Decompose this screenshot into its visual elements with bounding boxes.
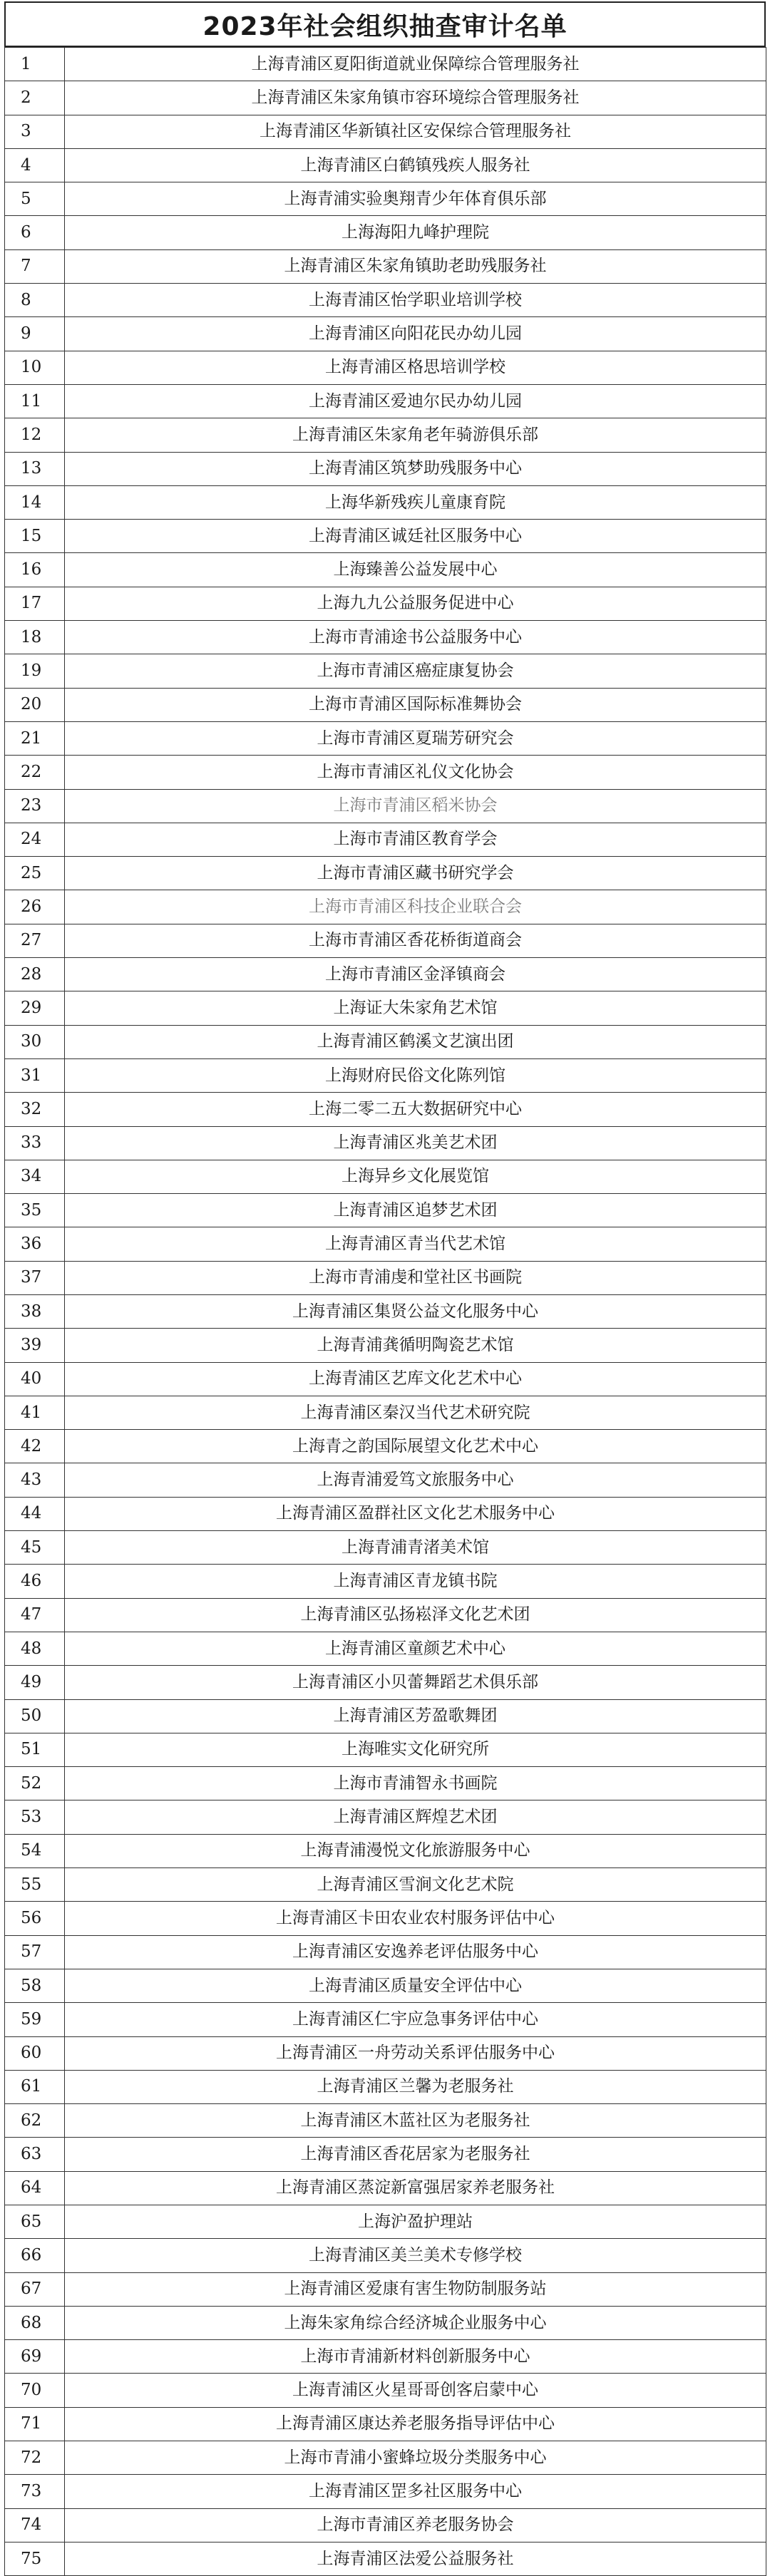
row-number-cell: 33 xyxy=(5,1126,65,1160)
row-number-cell: 35 xyxy=(5,1194,65,1227)
organization-table-body xyxy=(5,48,766,2576)
organization-name-cell: 上海青浦青渚美术馆 xyxy=(65,1531,766,1565)
table-row xyxy=(5,1531,766,1565)
row-number-cell: 15 xyxy=(5,520,65,553)
row-number-cell: 71 xyxy=(5,2407,65,2441)
row-number-cell: 19 xyxy=(5,654,65,688)
organization-name-cell: 上海市青浦区教育学会 xyxy=(65,823,766,856)
row-number-cell: 26 xyxy=(5,890,65,924)
organization-name-cell: 上海青浦区小贝蕾舞蹈艺术俱乐部 xyxy=(65,1666,766,1699)
row-number-cell: 22 xyxy=(5,756,65,789)
row-number-cell: 43 xyxy=(5,1463,65,1497)
table-row xyxy=(5,2542,766,2575)
table-row xyxy=(5,621,766,654)
row-number-cell: 16 xyxy=(5,553,65,587)
organization-name-cell: 上海市青浦区藏书研究学会 xyxy=(65,857,766,890)
organization-name-cell: 上海市青浦区礼仪文化协会 xyxy=(65,756,766,789)
organization-name-cell: 上海青浦区青当代艺术馆 xyxy=(65,1227,766,1261)
organization-name-cell: 上海沪盈护理站 xyxy=(65,2205,766,2239)
row-number-cell: 9 xyxy=(5,317,65,351)
row-number-cell: 17 xyxy=(5,587,65,620)
row-number-cell: 20 xyxy=(5,688,65,721)
row-number-cell: 7 xyxy=(5,249,65,283)
row-number-cell: 42 xyxy=(5,1430,65,1463)
table-row xyxy=(5,1362,766,1396)
row-number-cell: 51 xyxy=(5,1733,65,1766)
row-number-cell: 37 xyxy=(5,1261,65,1294)
organization-name-cell: 上海青浦区鹤溪文艺演出团 xyxy=(65,1025,766,1058)
organization-name-cell: 上海青浦区爱迪尔民办幼儿园 xyxy=(65,384,766,418)
organization-name-cell: 上海青浦爱笃文旅服务中心 xyxy=(65,1463,766,1497)
organization-name-cell: 上海财府民俗文化陈列馆 xyxy=(65,1058,766,1092)
row-number-cell: 66 xyxy=(5,2239,65,2272)
table-row xyxy=(5,2407,766,2441)
organization-name-cell: 上海青浦区蒸淀新富强居家养老服务社 xyxy=(65,2171,766,2205)
table-row xyxy=(5,317,766,351)
organization-name-cell: 上海市青浦区科技企业联合会 xyxy=(65,890,766,924)
row-number-cell: 32 xyxy=(5,1093,65,1126)
table-row xyxy=(5,2239,766,2272)
table-row xyxy=(5,857,766,890)
table-row xyxy=(5,2205,766,2239)
table-row xyxy=(5,1666,766,1699)
organization-name-cell: 上海青浦区集贤公益文化服务中心 xyxy=(65,1294,766,1328)
table-row xyxy=(5,1058,766,1092)
organization-name-cell: 上海青浦龚循明陶瓷艺术馆 xyxy=(65,1329,766,1362)
table-row xyxy=(5,2272,766,2306)
row-number-cell: 28 xyxy=(5,958,65,991)
table-row xyxy=(5,182,766,216)
organization-name-cell: 上海青浦区罡多社区服务中心 xyxy=(65,2475,766,2508)
row-number-cell: 61 xyxy=(5,2070,65,2103)
table-row xyxy=(5,2340,766,2374)
row-number-cell: 24 xyxy=(5,823,65,856)
row-number-cell: 30 xyxy=(5,1025,65,1058)
organization-name-cell: 上海青浦漫悦文化旅游服务中心 xyxy=(65,1834,766,1867)
organization-name-cell: 上海青浦区青龙镇书院 xyxy=(65,1565,766,1598)
organization-name-cell: 上海市青浦区稻米协会 xyxy=(65,789,766,823)
row-number-cell: 70 xyxy=(5,2374,65,2407)
row-number-cell: 57 xyxy=(5,1935,65,1969)
organization-name-cell: 上海青浦区兆美艺术团 xyxy=(65,1126,766,1160)
row-number-cell: 12 xyxy=(5,418,65,452)
organization-name-cell: 上海青浦区安逸养老评估服务中心 xyxy=(65,1935,766,1969)
row-number-cell: 4 xyxy=(5,148,65,182)
organization-name-cell: 上海青浦区追梦艺术团 xyxy=(65,1194,766,1227)
row-number-cell: 68 xyxy=(5,2306,65,2339)
row-number-cell: 11 xyxy=(5,384,65,418)
organization-name-cell: 上海二零二五大数据研究中心 xyxy=(65,1093,766,1126)
table-row xyxy=(5,924,766,957)
row-number-cell: 65 xyxy=(5,2205,65,2239)
document-title: 2023年社会组织抽查审计名单 xyxy=(4,1,766,47)
row-number-cell: 6 xyxy=(5,216,65,249)
organization-name-cell: 上海青浦区木蓝社区为老服务社 xyxy=(65,2104,766,2138)
table-row xyxy=(5,1396,766,1429)
row-number-cell: 25 xyxy=(5,857,65,890)
row-number-cell: 67 xyxy=(5,2272,65,2306)
document-sheet xyxy=(4,1,766,2568)
row-number-cell: 31 xyxy=(5,1058,65,1092)
organization-name-cell: 上海青浦区卡田农业农村服务评估中心 xyxy=(65,1902,766,1935)
table-row xyxy=(5,216,766,249)
row-number-cell: 69 xyxy=(5,2340,65,2374)
table-row xyxy=(5,2104,766,2138)
row-number-cell: 72 xyxy=(5,2441,65,2475)
organization-name-cell: 上海青浦区弘扬崧泽文化艺术团 xyxy=(65,1598,766,1632)
organization-name-cell: 上海市青浦小蜜蜂垃圾分类服务中心 xyxy=(65,2441,766,2475)
table-row xyxy=(5,991,766,1025)
row-number-cell: 3 xyxy=(5,115,65,148)
table-row xyxy=(5,1497,766,1530)
row-number-cell: 38 xyxy=(5,1294,65,1328)
row-number-cell: 53 xyxy=(5,1800,65,1834)
table-row xyxy=(5,115,766,148)
organization-name-cell: 上海九九公益服务促进中心 xyxy=(65,587,766,620)
organization-name-cell: 上海唯实文化研究所 xyxy=(65,1733,766,1766)
row-number-cell: 56 xyxy=(5,1902,65,1935)
row-number-cell: 45 xyxy=(5,1531,65,1565)
organization-name-cell: 上海市青浦区金泽镇商会 xyxy=(65,958,766,991)
row-number-cell: 13 xyxy=(5,452,65,485)
table-row xyxy=(5,1902,766,1935)
organization-name-cell: 上海青浦区美兰美术专修学校 xyxy=(65,2239,766,2272)
organization-name-cell: 上海青浦区华新镇社区安保综合管理服务社 xyxy=(65,115,766,148)
table-row xyxy=(5,1329,766,1362)
row-number-cell: 1 xyxy=(5,48,65,81)
table-row xyxy=(5,688,766,721)
table-row xyxy=(5,890,766,924)
table-row xyxy=(5,284,766,317)
table-row xyxy=(5,2171,766,2205)
organization-name-cell: 上海市青浦区癌症康复协会 xyxy=(65,654,766,688)
table-row xyxy=(5,1868,766,1902)
table-row xyxy=(5,1025,766,1058)
row-number-cell: 39 xyxy=(5,1329,65,1362)
organization-name-cell: 上海市青浦区夏瑞芳研究会 xyxy=(65,721,766,755)
organization-name-cell: 上海青浦区爱康有害生物防制服务站 xyxy=(65,2272,766,2306)
row-number-cell: 46 xyxy=(5,1565,65,1598)
organization-table xyxy=(4,47,766,2576)
organization-name-cell: 上海青浦区艺库文化艺术中心 xyxy=(65,1362,766,1396)
row-number-cell: 64 xyxy=(5,2171,65,2205)
organization-name-cell: 上海青浦区质量安全评估中心 xyxy=(65,1969,766,2002)
table-row xyxy=(5,721,766,755)
organization-name-cell: 上海青浦区诚廷社区服务中心 xyxy=(65,520,766,553)
table-row xyxy=(5,2374,766,2407)
organization-name-cell: 上海臻善公益发展中心 xyxy=(65,553,766,587)
table-row xyxy=(5,1834,766,1867)
organization-name-cell: 上海青浦区辉煌艺术团 xyxy=(65,1800,766,1834)
row-number-cell: 8 xyxy=(5,284,65,317)
organization-name-cell: 上海异乡文化展览馆 xyxy=(65,1160,766,1193)
organization-name-cell: 上海青浦区向阳花民办幼儿园 xyxy=(65,317,766,351)
table-row xyxy=(5,1093,766,1126)
organization-name-cell: 上海市青浦区国际标准舞协会 xyxy=(65,688,766,721)
organization-name-cell: 上海青浦区芳盈歌舞团 xyxy=(65,1699,766,1733)
organization-name-cell: 上海青浦区白鹤镇残疾人服务社 xyxy=(65,148,766,182)
row-number-cell: 2 xyxy=(5,81,65,115)
table-row xyxy=(5,1194,766,1227)
row-number-cell: 58 xyxy=(5,1969,65,2002)
row-number-cell: 27 xyxy=(5,924,65,957)
table-row xyxy=(5,1598,766,1632)
organization-name-cell: 上海青浦区香花居家为老服务社 xyxy=(65,2138,766,2171)
table-row xyxy=(5,48,766,81)
table-row xyxy=(5,1430,766,1463)
table-row xyxy=(5,1261,766,1294)
table-row xyxy=(5,148,766,182)
organization-name-cell: 上海青浦区法爱公益服务社 xyxy=(65,2542,766,2575)
table-row xyxy=(5,2003,766,2036)
table-row xyxy=(5,958,766,991)
table-row xyxy=(5,2070,766,2103)
organization-name-cell: 上海青浦区秦汉当代艺术研究院 xyxy=(65,1396,766,1429)
organization-name-cell: 上海市青浦智永书画院 xyxy=(65,1767,766,1800)
table-row xyxy=(5,654,766,688)
row-number-cell: 73 xyxy=(5,2475,65,2508)
organization-name-cell: 上海青浦区童颜艺术中心 xyxy=(65,1632,766,1665)
organization-name-cell: 上海市青浦区养老服务协会 xyxy=(65,2508,766,2542)
organization-name-cell: 上海市青浦区香花桥街道商会 xyxy=(65,924,766,957)
organization-name-cell: 上海青浦区雪涧文化艺术院 xyxy=(65,1868,766,1902)
organization-name-cell: 上海青浦区一舟劳动关系评估服务中心 xyxy=(65,2036,766,2070)
row-number-cell: 55 xyxy=(5,1868,65,1902)
organization-name-cell: 上海青浦区朱家角镇助老助残服务社 xyxy=(65,249,766,283)
table-row xyxy=(5,2475,766,2508)
organization-name-cell: 上海青浦区朱家角老年骑游俱乐部 xyxy=(65,418,766,452)
table-row xyxy=(5,485,766,519)
organization-name-cell: 上海海阳九峰护理院 xyxy=(65,216,766,249)
organization-name-cell: 上海青浦区朱家角镇市容环境综合管理服务社 xyxy=(65,81,766,115)
row-number-cell: 10 xyxy=(5,351,65,384)
row-number-cell: 49 xyxy=(5,1666,65,1699)
table-row xyxy=(5,1699,766,1733)
table-row xyxy=(5,452,766,485)
organization-name-cell: 上海青浦实验奥翔青少年体育俱乐部 xyxy=(65,182,766,216)
organization-name-cell: 上海青浦区夏阳街道就业保障综合管理服务社 xyxy=(65,48,766,81)
row-number-cell: 5 xyxy=(5,182,65,216)
row-number-cell: 75 xyxy=(5,2542,65,2575)
table-row xyxy=(5,2441,766,2475)
table-row xyxy=(5,1160,766,1193)
row-number-cell: 62 xyxy=(5,2104,65,2138)
table-row xyxy=(5,756,766,789)
table-row xyxy=(5,1800,766,1834)
row-number-cell: 14 xyxy=(5,485,65,519)
organization-name-cell: 上海青浦区筑梦助残服务中心 xyxy=(65,452,766,485)
table-row xyxy=(5,1632,766,1665)
table-row xyxy=(5,1969,766,2002)
row-number-cell: 41 xyxy=(5,1396,65,1429)
table-row xyxy=(5,823,766,856)
table-row xyxy=(5,789,766,823)
table-row xyxy=(5,587,766,620)
row-number-cell: 23 xyxy=(5,789,65,823)
table-row xyxy=(5,520,766,553)
row-number-cell: 29 xyxy=(5,991,65,1025)
table-row xyxy=(5,1767,766,1800)
table-row xyxy=(5,418,766,452)
row-number-cell: 74 xyxy=(5,2508,65,2542)
organization-name-cell: 上海青浦区兰馨为老服务社 xyxy=(65,2070,766,2103)
row-number-cell: 48 xyxy=(5,1632,65,1665)
table-row xyxy=(5,2138,766,2171)
table-row xyxy=(5,2306,766,2339)
row-number-cell: 54 xyxy=(5,1834,65,1867)
table-row xyxy=(5,1227,766,1261)
row-number-cell: 21 xyxy=(5,721,65,755)
table-row xyxy=(5,384,766,418)
organization-name-cell: 上海市青浦虔和堂社区书画院 xyxy=(65,1261,766,1294)
table-row xyxy=(5,1565,766,1598)
row-number-cell: 63 xyxy=(5,2138,65,2171)
row-number-cell: 52 xyxy=(5,1767,65,1800)
table-row xyxy=(5,2508,766,2542)
table-row xyxy=(5,1126,766,1160)
table-row xyxy=(5,81,766,115)
row-number-cell: 60 xyxy=(5,2036,65,2070)
organization-name-cell: 上海青浦区康达养老服务指导评估中心 xyxy=(65,2407,766,2441)
organization-name-cell: 上海青浦区盈群社区文化艺术服务中心 xyxy=(65,1497,766,1530)
organization-name-cell: 上海朱家角综合经济城企业服务中心 xyxy=(65,2306,766,2339)
organization-name-cell: 上海证大朱家角艺术馆 xyxy=(65,991,766,1025)
organization-name-cell: 上海青浦区格思培训学校 xyxy=(65,351,766,384)
organization-name-cell: 上海青浦区怡学职业培训学校 xyxy=(65,284,766,317)
table-row xyxy=(5,1733,766,1766)
organization-name-cell: 上海青之韵国际展望文化艺术中心 xyxy=(65,1430,766,1463)
table-row xyxy=(5,1463,766,1497)
organization-name-cell: 上海华新残疾儿童康育院 xyxy=(65,485,766,519)
organization-name-cell: 上海青浦区仁宇应急事务评估中心 xyxy=(65,2003,766,2036)
row-number-cell: 59 xyxy=(5,2003,65,2036)
row-number-cell: 44 xyxy=(5,1497,65,1530)
organization-name-cell: 上海市青浦新材料创新服务中心 xyxy=(65,2340,766,2374)
organization-name-cell: 上海市青浦途书公益服务中心 xyxy=(65,621,766,654)
organization-name-cell: 上海青浦区火星哥哥创客启蒙中心 xyxy=(65,2374,766,2407)
table-row xyxy=(5,2036,766,2070)
row-number-cell: 18 xyxy=(5,621,65,654)
row-number-cell: 50 xyxy=(5,1699,65,1733)
table-row xyxy=(5,1294,766,1328)
row-number-cell: 34 xyxy=(5,1160,65,1193)
table-row xyxy=(5,553,766,587)
row-number-cell: 47 xyxy=(5,1598,65,1632)
row-number-cell: 40 xyxy=(5,1362,65,1396)
table-row xyxy=(5,1935,766,1969)
table-row xyxy=(5,351,766,384)
row-number-cell: 36 xyxy=(5,1227,65,1261)
table-row xyxy=(5,249,766,283)
